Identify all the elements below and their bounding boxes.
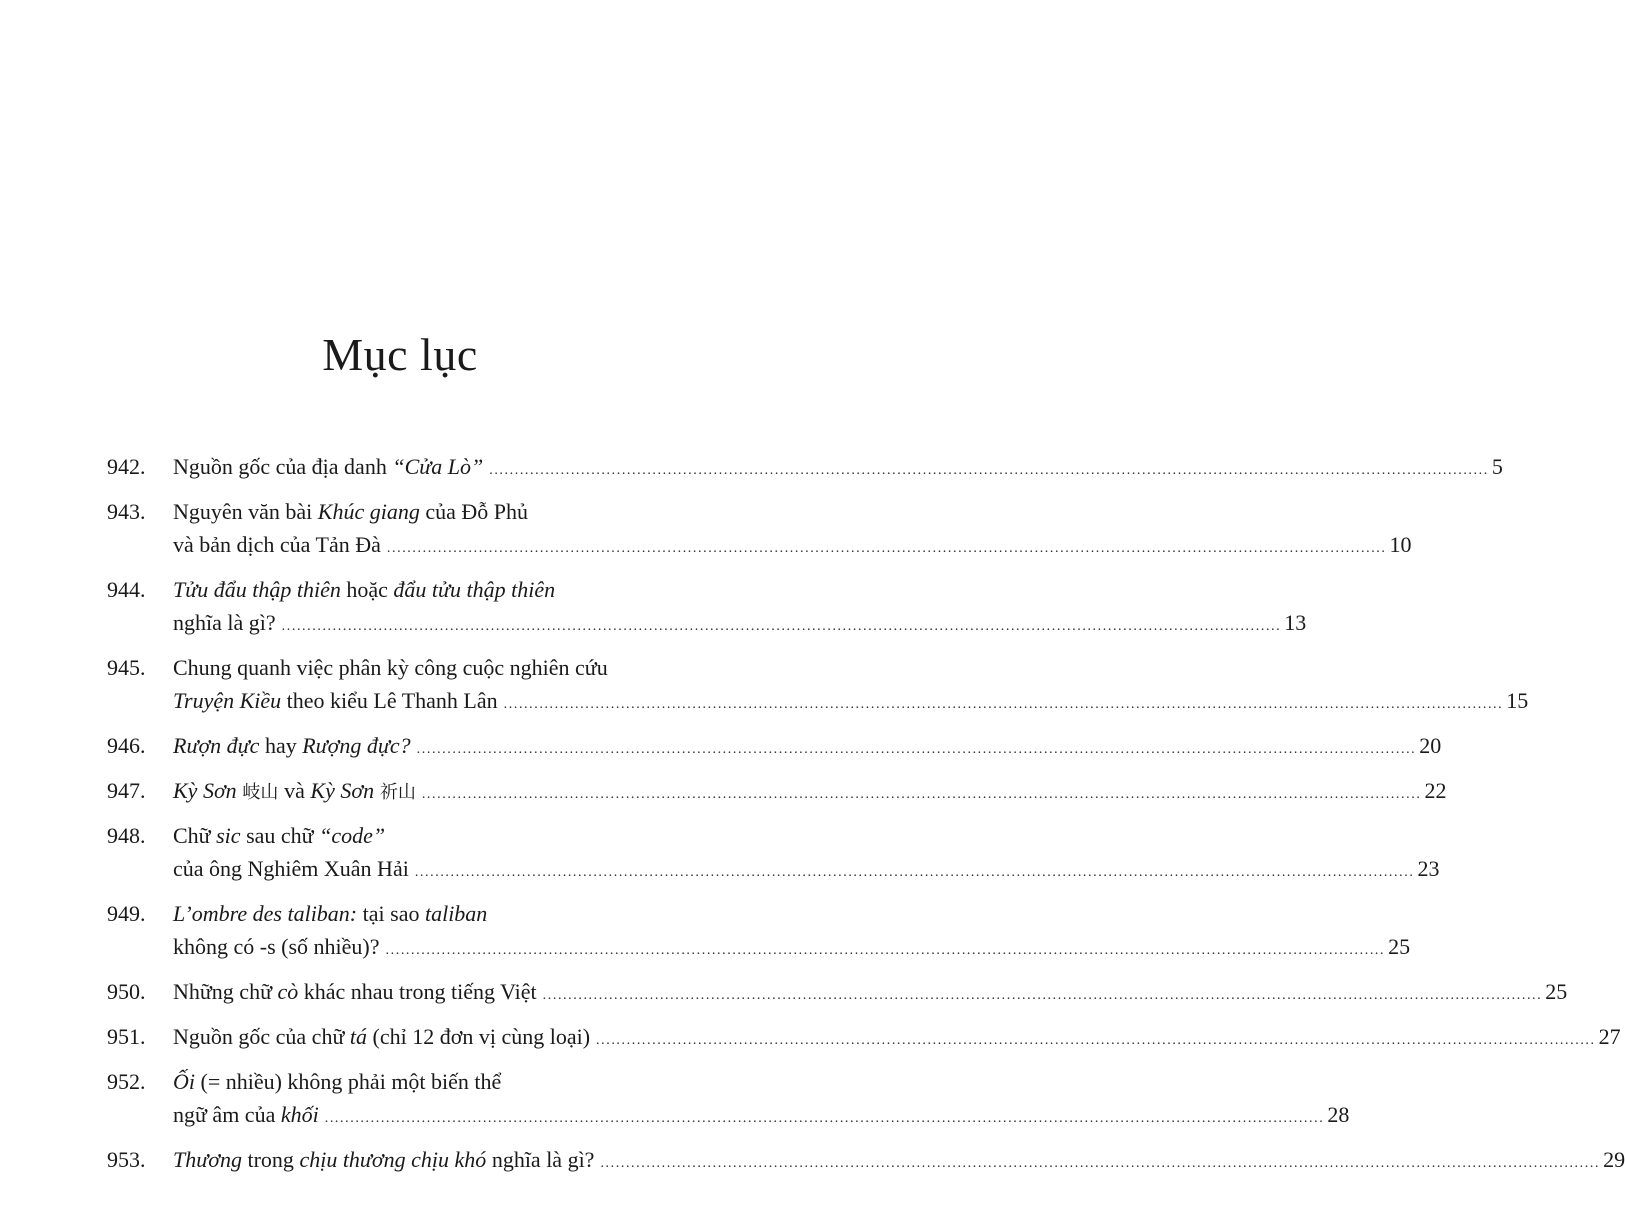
page-number[interactable]: 25 (1388, 934, 1411, 959)
entry-title-text (173, 573, 555, 606)
title-segment: (= nhiều) không phải một biến thể (195, 1069, 502, 1094)
entry-body (173, 495, 1412, 565)
italic-term: Truyện Kiều (173, 688, 282, 713)
toc-entry[interactable] (107, 495, 1412, 565)
entry-body (173, 573, 1306, 643)
entry-title-text (173, 528, 381, 561)
title-segment: và (284, 778, 311, 803)
table-of-contents (107, 450, 1625, 1188)
title-segment: ngữ âm của (173, 1102, 281, 1127)
page-title: Mục lục (322, 329, 478, 380)
title-segment: Nguồn gốc của địa danh (173, 454, 393, 479)
entry-line (173, 729, 1441, 766)
entry-line (173, 852, 1439, 889)
entry-title-text (173, 819, 385, 852)
entry-line (173, 1098, 1349, 1135)
toc-entry[interactable] (107, 897, 1411, 967)
title-segment: hay (259, 733, 303, 758)
title-segment: tại sao (357, 901, 425, 926)
entry-title-text (173, 651, 608, 684)
title-segment: hoặc (340, 577, 394, 602)
dot-leader (282, 610, 1282, 643)
italic-term: Rượng đực? (302, 733, 411, 758)
italic-term: Ối (173, 1069, 195, 1094)
entry-title-text (173, 1065, 501, 1098)
entry-line (173, 774, 1446, 811)
italic-term: khối (280, 1102, 319, 1127)
entry-body (173, 975, 1567, 1012)
toc-entry[interactable] (107, 819, 1440, 889)
title-segment: nghĩa là gì? (486, 1147, 595, 1172)
entry-title-text (173, 495, 528, 528)
entry-line (173, 975, 1567, 1012)
dot-leader (325, 1102, 1325, 1135)
italic-term: sic (216, 823, 241, 848)
entry-number: 946. (107, 733, 146, 758)
toc-entry[interactable] (107, 573, 1307, 643)
entry-title-text (173, 897, 487, 930)
dot-leader (543, 979, 1543, 1012)
page-number[interactable]: 20 (1419, 733, 1442, 758)
title-segment: của ông Nghiêm Xuân Hải (173, 856, 409, 881)
italic-term: đẩu tửu thập thiên (393, 577, 556, 602)
page-number[interactable]: 5 (1491, 454, 1503, 479)
entry-title-text (173, 852, 409, 885)
dot-leader (600, 1147, 1600, 1180)
entry-body (173, 450, 1503, 487)
toc-entry[interactable] (107, 1143, 1625, 1180)
italic-term: chịu thương chịu khó (299, 1147, 487, 1172)
page-number[interactable]: 22 (1424, 778, 1447, 803)
title-segment: sau chữ (240, 823, 320, 848)
page-number[interactable]: 25 (1545, 979, 1568, 1004)
dot-leader (387, 532, 1387, 565)
italic-term: Kỳ Sơn (173, 778, 237, 803)
entry-body (173, 651, 1528, 721)
italic-term: Rượn đực (173, 733, 260, 758)
entry-line (173, 897, 1410, 930)
entry-number: 947. (107, 778, 146, 803)
entry-body (173, 897, 1410, 967)
entry-number: 949. (107, 901, 146, 926)
dot-leader (422, 778, 1422, 811)
page-number[interactable]: 23 (1417, 856, 1440, 881)
entry-body (173, 774, 1446, 811)
entry-number: 951. (107, 1024, 146, 1049)
entry-line (173, 606, 1306, 643)
entry-line (173, 450, 1503, 487)
title-segment: trong (241, 1147, 300, 1172)
entry-body (173, 819, 1439, 889)
toc-entry[interactable] (107, 1020, 1621, 1057)
entry-number: 943. (107, 499, 146, 524)
italic-term: “code” (319, 823, 386, 848)
entry-title-text (173, 774, 416, 809)
entry-line (173, 684, 1528, 721)
entry-line (173, 495, 1412, 528)
dot-leader (489, 454, 1489, 487)
entry-number: 942. (107, 454, 146, 479)
toc-entry[interactable] (107, 774, 1447, 811)
entry-body (173, 729, 1441, 766)
page-number[interactable]: 10 (1389, 532, 1412, 557)
entry-title-text (173, 606, 276, 639)
entry-number: 950. (107, 979, 146, 1004)
entry-line (173, 573, 1306, 606)
title-segment: Chữ (173, 823, 217, 848)
italic-term: tá (349, 1024, 367, 1049)
entry-title-text (173, 729, 411, 762)
dot-leader (596, 1024, 1596, 1057)
entry-title-text (173, 1020, 590, 1053)
page-number[interactable]: 15 (1506, 688, 1529, 713)
entry-title-text (173, 684, 498, 717)
title-segment: theo kiểu Lê Thanh Lân (281, 688, 498, 713)
entry-body (173, 1020, 1621, 1057)
title-segment: Chung quanh việc phân kỳ công cuộc nghiên cứu (173, 655, 608, 680)
title-segment: và bản dịch của Tản Đà (173, 532, 381, 557)
title-segment: 祈山 (374, 782, 416, 803)
dot-leader (504, 688, 1504, 721)
italic-term: cò (277, 979, 299, 1004)
page-number[interactable]: 28 (1327, 1102, 1350, 1127)
entry-number: 944. (107, 577, 146, 602)
title-segment: không có -s (số nhiều)? (173, 934, 380, 959)
entry-line (173, 1020, 1621, 1057)
italic-term: Tửu đẩu thập thiên (173, 577, 341, 602)
entry-line (173, 819, 1439, 852)
toc-entry[interactable] (107, 975, 1568, 1012)
italic-term: L’ombre des taliban: (173, 901, 358, 926)
toc-entry[interactable] (107, 651, 1529, 721)
toc-entry[interactable] (107, 450, 1503, 487)
italic-term: Khúc giang (317, 499, 420, 524)
title-segment: Nguồn gốc của chữ (173, 1024, 350, 1049)
title-segment: Những chữ (173, 979, 278, 1004)
page-number[interactable]: 13 (1284, 610, 1307, 635)
entry-line (173, 528, 1412, 565)
entry-number: 953. (107, 1147, 146, 1172)
entry-title-text (173, 930, 380, 963)
italic-term: “Cửa Lò” (392, 454, 484, 479)
italic-term: taliban (424, 901, 488, 926)
entry-title-text (173, 1143, 594, 1176)
entry-line (173, 930, 1410, 967)
entry-title-text (173, 975, 537, 1008)
entry-body (173, 1143, 1625, 1180)
entry-line (173, 1143, 1625, 1180)
entry-number: 952. (107, 1069, 146, 1094)
entry-number: 945. (107, 655, 146, 680)
italic-term: Thương (173, 1147, 242, 1172)
entry-body (173, 1065, 1349, 1135)
title-segment: nghĩa là gì? (173, 610, 276, 635)
entry-title-text (173, 1098, 319, 1131)
title-segment: của Đỗ Phủ (419, 499, 529, 524)
page-number[interactable]: 27 (1598, 1024, 1621, 1049)
toc-entry[interactable] (107, 729, 1442, 766)
entry-line (173, 1065, 1349, 1098)
page-number[interactable]: 29 (1603, 1147, 1625, 1172)
title-segment: (chỉ 12 đơn vị cùng loại) (367, 1024, 591, 1049)
dot-leader (386, 934, 1386, 967)
dot-leader (415, 856, 1415, 889)
title-segment: Nguyên văn bài (173, 499, 318, 524)
entry-number: 948. (107, 823, 146, 848)
dot-leader (417, 733, 1417, 766)
italic-term: Kỳ Sơn (310, 778, 375, 803)
title-segment: 岐山 (236, 782, 285, 803)
title-segment: khác nhau trong tiếng Việt (298, 979, 537, 1004)
entry-title-text (173, 450, 483, 483)
toc-entry[interactable] (107, 1065, 1350, 1135)
entry-line (173, 651, 1528, 684)
